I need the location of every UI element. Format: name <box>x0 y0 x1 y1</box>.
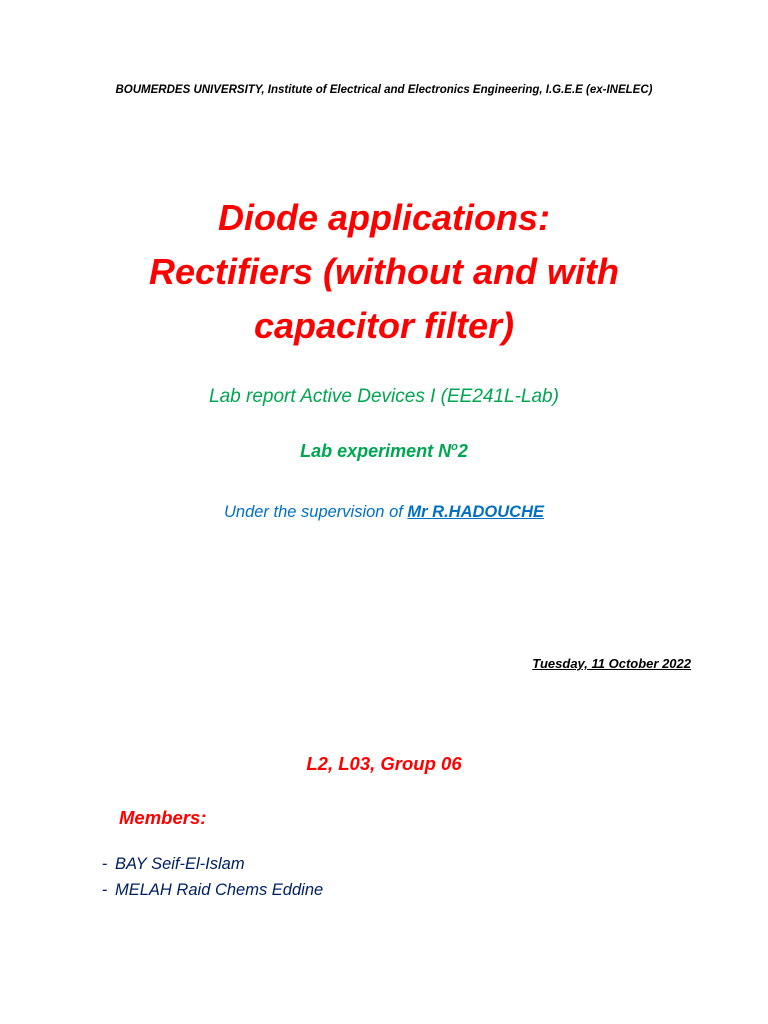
report-date: Tuesday, 11 October 2022 <box>532 656 691 671</box>
members-heading: Members: <box>119 807 207 828</box>
title-line-2: Rectifiers (without and with <box>148 251 619 292</box>
members-list <box>102 851 323 903</box>
list-bullet: - <box>102 881 108 899</box>
supervision-prefix: Under the supervision of <box>223 503 408 521</box>
member-name: MELAH Raid Chems Eddine <box>115 881 324 899</box>
list-item <box>102 877 323 903</box>
supervisor-name: Mr R.HADOUCHE <box>407 503 545 521</box>
experiment-prefix: Lab experiment N <box>300 441 452 461</box>
supervision-line <box>0 503 768 522</box>
title-line-3: capacitor filter) <box>253 305 515 346</box>
experiment-value: 2 <box>457 441 468 461</box>
report-title <box>84 191 684 353</box>
course-subtitle: Lab report Active Devices I (EE241L-Lab) <box>209 386 559 407</box>
institution-header: BOUMERDES UNIVERSITY, Institute of Electrical and Electronics Engineering, I.G.E.E (ex-INELEC) <box>115 84 653 96</box>
title-line-1: Diode applications: <box>217 197 551 238</box>
member-name: BAY Seif-El-Islam <box>115 855 245 873</box>
list-item <box>102 851 323 877</box>
experiment-number <box>0 441 768 462</box>
group-label: L2, L03, Group 06 <box>306 753 462 774</box>
list-bullet: - <box>102 855 108 873</box>
experiment-superscript: o <box>451 441 458 453</box>
